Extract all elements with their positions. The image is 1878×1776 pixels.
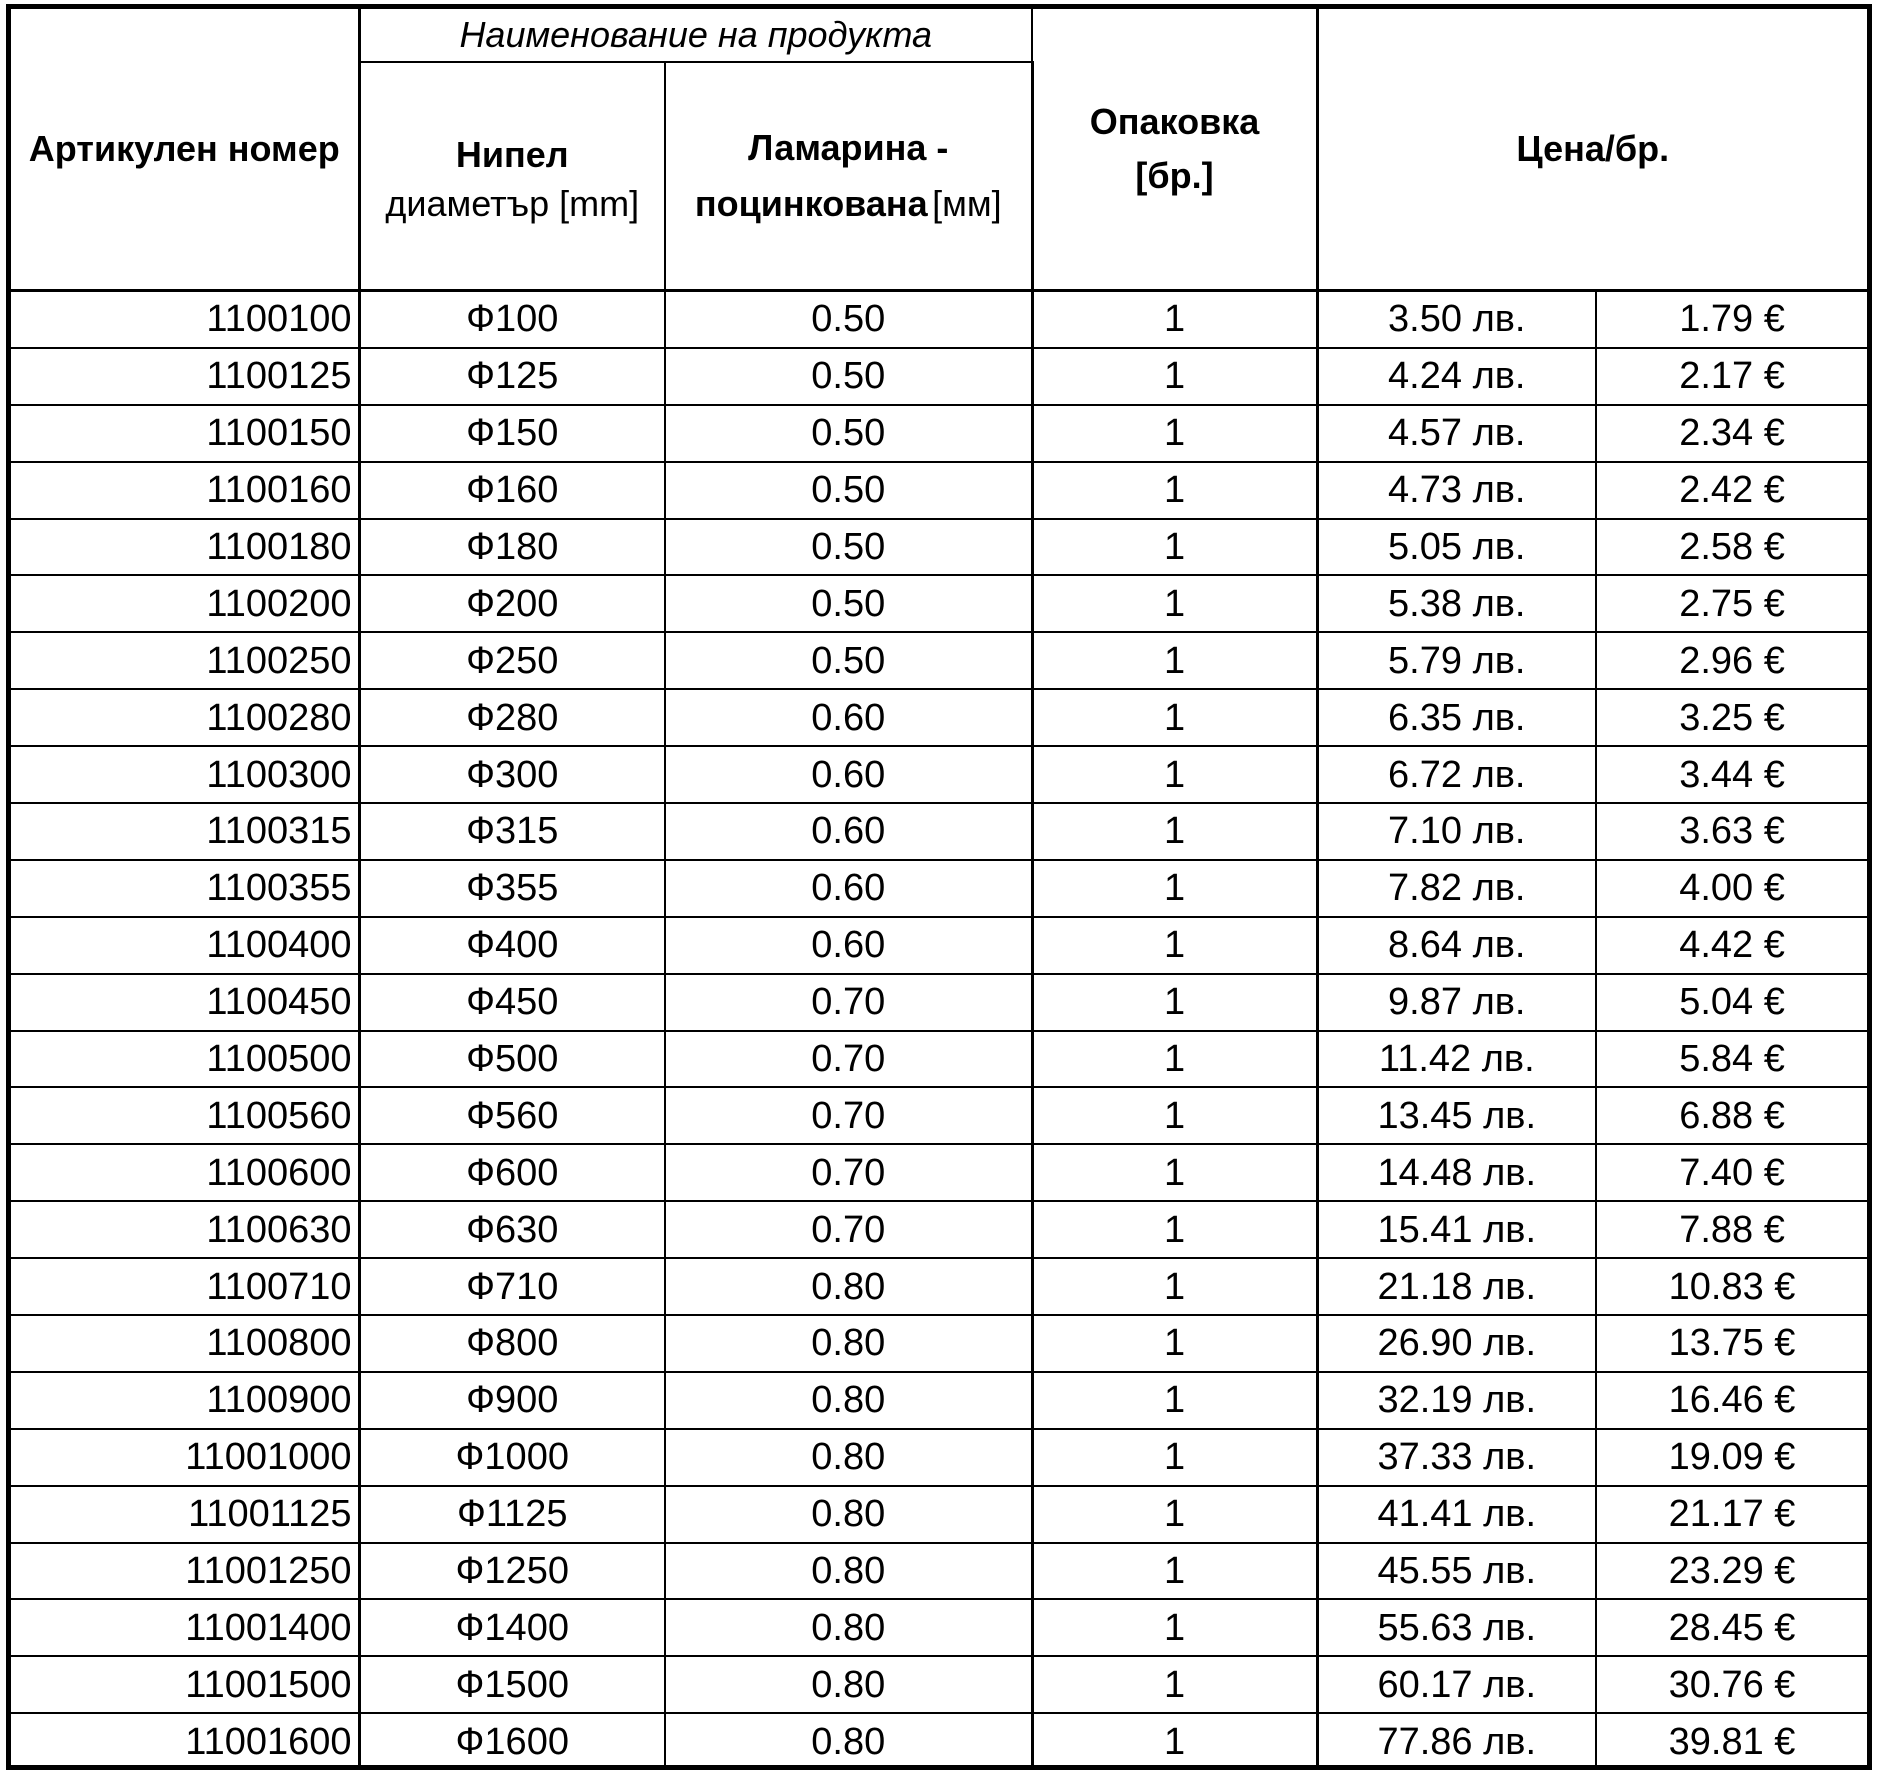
nipple-cell: Ф1400 <box>359 1599 665 1656</box>
table-row <box>11 519 1867 576</box>
price-eur-cell: 2.42 € <box>1596 462 1867 519</box>
price-eur-cell: 4.42 € <box>1596 917 1867 974</box>
price-eur-cell: 7.88 € <box>1596 1201 1867 1258</box>
price-eur-cell: 5.04 € <box>1596 974 1867 1031</box>
package-cell: 1 <box>1032 1543 1317 1600</box>
article-number-cell: 1100200 <box>11 575 359 632</box>
sheet-thickness-cell: 0.60 <box>665 746 1032 803</box>
article-number-cell: 1100280 <box>11 689 359 746</box>
header-nipple-sub: диаметър [mm] <box>385 182 640 224</box>
price-bgn-cell: 7.82 лв. <box>1317 860 1596 917</box>
header-package-line1: Опаковка <box>1089 101 1260 142</box>
table-row <box>11 917 1867 974</box>
price-bgn-cell: 45.55 лв. <box>1317 1543 1596 1600</box>
article-number-cell: 1100500 <box>11 1031 359 1088</box>
price-eur-cell: 2.96 € <box>1596 632 1867 689</box>
article-number-cell: 1100600 <box>11 1144 359 1201</box>
nipple-cell: Ф450 <box>359 974 665 1031</box>
header-sheet-title: Ламарина - <box>748 127 949 169</box>
sheet-thickness-cell: 0.80 <box>665 1372 1032 1429</box>
price-eur-cell: 5.84 € <box>1596 1031 1867 1088</box>
package-cell: 1 <box>1032 860 1317 917</box>
price-eur-cell: 39.81 € <box>1596 1713 1867 1769</box>
package-cell: 1 <box>1032 519 1317 576</box>
nipple-cell: Ф900 <box>359 1372 665 1429</box>
package-cell: 1 <box>1032 1713 1317 1769</box>
price-eur-cell: 13.75 € <box>1596 1315 1867 1372</box>
article-number-cell: 1100400 <box>11 917 359 974</box>
package-cell: 1 <box>1032 462 1317 519</box>
sheet-thickness-cell: 0.70 <box>665 1144 1032 1201</box>
package-cell: 1 <box>1032 974 1317 1031</box>
article-number-cell: 11001000 <box>11 1429 359 1486</box>
price-eur-cell: 3.44 € <box>1596 746 1867 803</box>
price-eur-cell: 10.83 € <box>1596 1258 1867 1315</box>
article-number-cell: 1100300 <box>11 746 359 803</box>
price-bgn-cell: 4.73 лв. <box>1317 462 1596 519</box>
sheet-thickness-cell: 0.50 <box>665 291 1032 348</box>
table-row <box>11 291 1867 348</box>
article-number-cell: 11001400 <box>11 1599 359 1656</box>
price-bgn-cell: 55.63 лв. <box>1317 1599 1596 1656</box>
table-row <box>11 803 1867 860</box>
article-number-cell: 11001600 <box>11 1713 359 1769</box>
nipple-cell: Ф630 <box>359 1201 665 1258</box>
article-number-cell: 1100560 <box>11 1087 359 1144</box>
table-row <box>11 1087 1867 1144</box>
package-cell: 1 <box>1032 1599 1317 1656</box>
price-eur-cell: 3.25 € <box>1596 689 1867 746</box>
price-bgn-cell: 32.19 лв. <box>1317 1372 1596 1429</box>
table-row <box>11 689 1867 746</box>
price-bgn-cell: 7.10 лв. <box>1317 803 1596 860</box>
nipple-cell: Ф1000 <box>359 1429 665 1486</box>
header-package <box>1032 9 1317 291</box>
price-bgn-cell: 14.48 лв. <box>1317 1144 1596 1201</box>
sheet-thickness-cell: 0.50 <box>665 575 1032 632</box>
sheet-thickness-cell: 0.60 <box>665 917 1032 974</box>
price-bgn-cell: 21.18 лв. <box>1317 1258 1596 1315</box>
table-row <box>11 1258 1867 1315</box>
table-row <box>11 405 1867 462</box>
price-bgn-cell: 4.57 лв. <box>1317 405 1596 462</box>
article-number-cell: 11001250 <box>11 1543 359 1600</box>
package-cell: 1 <box>1032 1031 1317 1088</box>
table-row <box>11 632 1867 689</box>
price-bgn-cell: 6.72 лв. <box>1317 746 1596 803</box>
price-eur-cell: 16.46 € <box>1596 1372 1867 1429</box>
price-bgn-cell: 13.45 лв. <box>1317 1087 1596 1144</box>
sheet-thickness-cell: 0.60 <box>665 689 1032 746</box>
article-number-cell: 1100630 <box>11 1201 359 1258</box>
sheet-thickness-cell: 0.80 <box>665 1656 1032 1713</box>
sheet-thickness-cell: 0.80 <box>665 1258 1032 1315</box>
package-cell: 1 <box>1032 1087 1317 1144</box>
table-row <box>11 860 1867 917</box>
nipple-cell: Ф280 <box>359 689 665 746</box>
article-number-cell: 1100315 <box>11 803 359 860</box>
nipple-cell: Ф500 <box>359 1031 665 1088</box>
table-row <box>11 1144 1867 1201</box>
price-table <box>11 9 1867 1769</box>
table-row <box>11 575 1867 632</box>
price-table-sheet <box>6 4 1872 1770</box>
article-number-cell: 11001125 <box>11 1486 359 1543</box>
package-cell: 1 <box>1032 689 1317 746</box>
nipple-cell: Ф315 <box>359 803 665 860</box>
table-row <box>11 1315 1867 1372</box>
price-bgn-cell: 9.87 лв. <box>1317 974 1596 1031</box>
nipple-cell: Ф150 <box>359 405 665 462</box>
package-cell: 1 <box>1032 1315 1317 1372</box>
nipple-cell: Ф125 <box>359 348 665 405</box>
package-cell: 1 <box>1032 803 1317 860</box>
price-eur-cell: 28.45 € <box>1596 1599 1867 1656</box>
price-eur-cell: 23.29 € <box>1596 1543 1867 1600</box>
sheet-thickness-cell: 0.80 <box>665 1315 1032 1372</box>
table-row <box>11 348 1867 405</box>
article-number-cell: 11001500 <box>11 1656 359 1713</box>
price-eur-cell: 2.58 € <box>1596 519 1867 576</box>
article-number-cell: 1100710 <box>11 1258 359 1315</box>
article-number-cell: 1100900 <box>11 1372 359 1429</box>
package-cell: 1 <box>1032 1486 1317 1543</box>
sheet-thickness-cell: 0.50 <box>665 632 1032 689</box>
package-cell: 1 <box>1032 1429 1317 1486</box>
table-row <box>11 1201 1867 1258</box>
sheet-thickness-cell: 0.70 <box>665 1031 1032 1088</box>
price-eur-cell: 2.34 € <box>1596 405 1867 462</box>
article-number-cell: 1100250 <box>11 632 359 689</box>
price-eur-cell: 2.75 € <box>1596 575 1867 632</box>
article-number-cell: 1100125 <box>11 348 359 405</box>
table-row <box>11 1429 1867 1486</box>
table-row <box>11 746 1867 803</box>
price-eur-cell: 19.09 € <box>1596 1429 1867 1486</box>
price-eur-cell: 3.63 € <box>1596 803 1867 860</box>
nipple-cell: Ф600 <box>359 1144 665 1201</box>
price-eur-cell: 30.76 € <box>1596 1656 1867 1713</box>
price-bgn-cell: 26.90 лв. <box>1317 1315 1596 1372</box>
price-bgn-cell: 6.35 лв. <box>1317 689 1596 746</box>
price-bgn-cell: 77.86 лв. <box>1317 1713 1596 1769</box>
nipple-cell: Ф560 <box>359 1087 665 1144</box>
price-bgn-cell: 60.17 лв. <box>1317 1656 1596 1713</box>
article-number-cell: 1100100 <box>11 291 359 348</box>
nipple-cell: Ф100 <box>359 291 665 348</box>
sheet-thickness-cell: 0.50 <box>665 348 1032 405</box>
nipple-cell: Ф180 <box>359 519 665 576</box>
nipple-cell: Ф160 <box>359 462 665 519</box>
article-number-cell: 1100800 <box>11 1315 359 1372</box>
price-eur-cell: 7.40 € <box>1596 1144 1867 1201</box>
header-nipple-title: Нипел <box>455 134 569 176</box>
sheet-thickness-cell: 0.80 <box>665 1486 1032 1543</box>
package-cell: 1 <box>1032 917 1317 974</box>
sheet-thickness-cell: 0.80 <box>665 1429 1032 1486</box>
header-sheet <box>665 62 1032 291</box>
package-cell: 1 <box>1032 1201 1317 1258</box>
sheet-thickness-cell: 0.50 <box>665 462 1032 519</box>
price-bgn-cell: 5.79 лв. <box>1317 632 1596 689</box>
package-cell: 1 <box>1032 348 1317 405</box>
price-bgn-cell: 5.05 лв. <box>1317 519 1596 576</box>
header-nipple <box>359 62 665 291</box>
sheet-thickness-cell: 0.80 <box>665 1599 1032 1656</box>
sheet-thickness-cell: 0.50 <box>665 519 1032 576</box>
package-cell: 1 <box>1032 1144 1317 1201</box>
nipple-cell: Ф1600 <box>359 1713 665 1769</box>
header-article-number: Артикулен номер <box>11 9 359 291</box>
header-package-line2: [бр.] <box>1135 155 1214 196</box>
sheet-thickness-cell: 0.70 <box>665 974 1032 1031</box>
header-sheet-unit: [мм] <box>932 183 1002 224</box>
package-cell: 1 <box>1032 1258 1317 1315</box>
price-eur-cell: 4.00 € <box>1596 860 1867 917</box>
nipple-cell: Ф1250 <box>359 1543 665 1600</box>
table-row <box>11 1543 1867 1600</box>
table-row <box>11 1031 1867 1088</box>
sheet-thickness-cell: 0.70 <box>665 1087 1032 1144</box>
price-bgn-cell: 8.64 лв. <box>1317 917 1596 974</box>
nipple-cell: Ф355 <box>359 860 665 917</box>
package-cell: 1 <box>1032 405 1317 462</box>
article-number-cell: 1100180 <box>11 519 359 576</box>
table-row <box>11 462 1867 519</box>
package-cell: 1 <box>1032 632 1317 689</box>
price-bgn-cell: 11.42 лв. <box>1317 1031 1596 1088</box>
price-eur-cell: 6.88 € <box>1596 1087 1867 1144</box>
header-price: Цена/бр. <box>1317 9 1867 291</box>
sheet-thickness-cell: 0.60 <box>665 803 1032 860</box>
sheet-thickness-cell: 0.50 <box>665 405 1032 462</box>
nipple-cell: Ф1125 <box>359 1486 665 1543</box>
price-bgn-cell: 37.33 лв. <box>1317 1429 1596 1486</box>
nipple-cell: Ф200 <box>359 575 665 632</box>
header-product-name: Наименование на продукта <box>359 9 1032 62</box>
table-row <box>11 1656 1867 1713</box>
price-bgn-cell: 41.41 лв. <box>1317 1486 1596 1543</box>
table-row <box>11 1599 1867 1656</box>
nipple-cell: Ф800 <box>359 1315 665 1372</box>
price-bgn-cell: 5.38 лв. <box>1317 575 1596 632</box>
table-row <box>11 1713 1867 1769</box>
price-bgn-cell: 3.50 лв. <box>1317 291 1596 348</box>
article-number-cell: 1100450 <box>11 974 359 1031</box>
article-number-cell: 1100160 <box>11 462 359 519</box>
article-number-cell: 1100355 <box>11 860 359 917</box>
table-row <box>11 1372 1867 1429</box>
package-cell: 1 <box>1032 1656 1317 1713</box>
nipple-cell: Ф250 <box>359 632 665 689</box>
price-eur-cell: 21.17 € <box>1596 1486 1867 1543</box>
package-cell: 1 <box>1032 1372 1317 1429</box>
header-sheet-title2: поцинкована <box>694 183 928 224</box>
package-cell: 1 <box>1032 575 1317 632</box>
nipple-cell: Ф710 <box>359 1258 665 1315</box>
price-eur-cell: 2.17 € <box>1596 348 1867 405</box>
nipple-cell: Ф1500 <box>359 1656 665 1713</box>
sheet-thickness-cell: 0.80 <box>665 1713 1032 1769</box>
package-cell: 1 <box>1032 291 1317 348</box>
table-row <box>11 974 1867 1031</box>
nipple-cell: Ф400 <box>359 917 665 974</box>
article-number-cell: 1100150 <box>11 405 359 462</box>
nipple-cell: Ф300 <box>359 746 665 803</box>
price-eur-cell: 1.79 € <box>1596 291 1867 348</box>
sheet-thickness-cell: 0.60 <box>665 860 1032 917</box>
sheet-thickness-cell: 0.70 <box>665 1201 1032 1258</box>
price-bgn-cell: 4.24 лв. <box>1317 348 1596 405</box>
table-row <box>11 1486 1867 1543</box>
package-cell: 1 <box>1032 746 1317 803</box>
price-bgn-cell: 15.41 лв. <box>1317 1201 1596 1258</box>
sheet-thickness-cell: 0.80 <box>665 1543 1032 1600</box>
